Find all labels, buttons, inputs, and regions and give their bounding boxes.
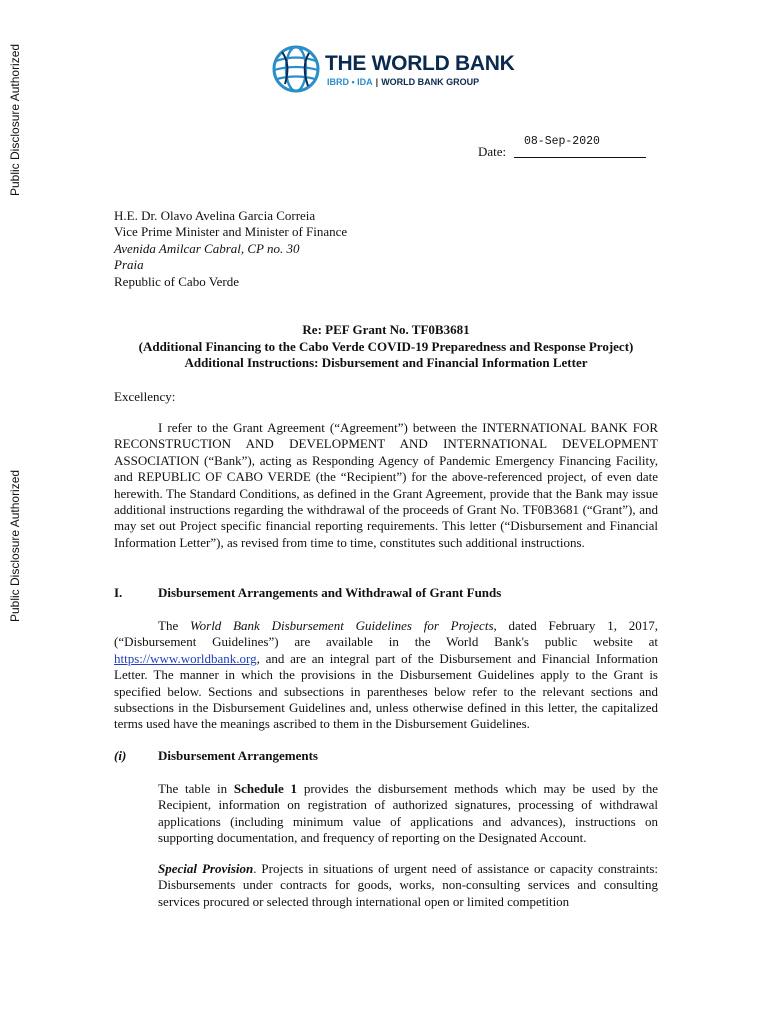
address-line: Praia	[114, 257, 144, 273]
subject-line: (Additional Financing to the Cabo Verde COVID-19 Preparedness and Response Project)	[138, 338, 634, 354]
subject-line: Additional Instructions: Disbursement and Financial Information Letter	[184, 355, 588, 371]
special-provision-label: Special Provision	[158, 861, 254, 876]
world-bank-logo	[271, 44, 515, 96]
text-run: The	[158, 618, 190, 633]
address-line: H.E. Dr. Olavo Avelina Garcia Correia	[114, 208, 316, 223]
text-run: , and are an integral part of the Disbursement and Financial Information Letter. The manner in which the provisions in the Disbursement Guidelines apply to the Grant is specified below. Sections and subsections in parentheses below refer to the relevant sections and subsections in the Disbursement Guidelines and, unless otherwise defined in this letter, the capitalized terms used have the meanings ascribed to them in the Disbursement Guidelines.	[114, 650, 658, 732]
public-disclosure-label-top: Public Disclosure Authorized	[8, 43, 22, 196]
guidelines-paragraph	[114, 618, 658, 733]
schedule-reference: Schedule 1	[233, 781, 298, 796]
date-block	[478, 135, 658, 161]
date-underline	[514, 157, 646, 158]
guidelines-title: World Bank Disbursement Guidelines for Projects	[190, 618, 494, 633]
address-line: Avenida Amilcar Cabral, CP no. 30	[114, 240, 300, 256]
logo-name: THE WORLD BANK	[325, 52, 515, 75]
logo-ibrd-ida: IBRD • IDA	[327, 77, 373, 87]
globe-icon	[271, 44, 321, 94]
schedule-paragraph	[158, 781, 658, 847]
date-label: Date:	[478, 144, 507, 159]
subsection-number: (i)	[114, 748, 127, 763]
address-line: Republic of Cabo Verde	[114, 273, 240, 289]
text-run: . Projects in situations of urgent need of assistance or capacity constraints: Disbursements under contracts for goods, works, non-consulting services and consulting services procured or selected through international open or limited competition	[158, 861, 658, 909]
text-run: The table in	[158, 781, 234, 796]
subsection-title: Disbursement Arrangements	[158, 748, 318, 763]
address-line: Vice Prime Minister and Minister of Finance	[114, 224, 348, 240]
logo-subtitle	[327, 77, 479, 87]
date-value: 08-Sep-2020	[524, 135, 600, 148]
subject-block	[114, 322, 658, 372]
section-number: I.	[114, 585, 123, 600]
greeting: Excellency:	[114, 389, 176, 404]
intro-paragraph: I refer to the Grant Agreement (“Agreement”) between the INTERNATIONAL BANK FOR RECONSTRUCTION AND DEVELOPMENT AND INTERNATIONAL DEVELOPMENT ASSOCIATION (“Bank”), acting as Responding Agency of Pandemic Emergency Financing Facility, and REPUBLIC OF CABO VERDE (the “Recipient”) for the above-referenced project, of even date herewith. The Standard Conditions, as defined in the Grant Agreement, provide that the Bank may issue additional instructions regarding the withdrawal of the proceeds of Grant No. TF0B3681 (“Grant”), and may set out Project specific financial reporting requirements. This letter (“Disbursement and Financial Information Letter”), as revised from time to time, constitutes such additional instructions.	[114, 420, 658, 550]
logo-separator: |	[375, 77, 379, 87]
special-provision-paragraph	[158, 861, 658, 910]
public-disclosure-label-middle: Public Disclosure Authorized	[8, 469, 22, 622]
subject-line: Re: PEF Grant No. TF0B3681	[302, 322, 470, 337]
text-run: , dated February 1, 2017, (“Disbursement Guidelines”) are available in the World Bank's public website at	[114, 618, 658, 650]
recipient-address	[114, 208, 347, 290]
worldbank-link[interactable]: https://www.worldbank.org	[114, 650, 257, 666]
logo-group: WORLD BANK GROUP	[381, 77, 480, 87]
text-run: provides the disbursement methods which may be used by the Recipient, information on registration of authorized signatures, processing of withdrawal applications (including minimum value of applications and advances), instructions on supporting documentation, and frequency of reporting on the Designated Account.	[158, 781, 658, 846]
section-title: Disbursement Arrangements and Withdrawal of Grant Funds	[158, 585, 502, 600]
